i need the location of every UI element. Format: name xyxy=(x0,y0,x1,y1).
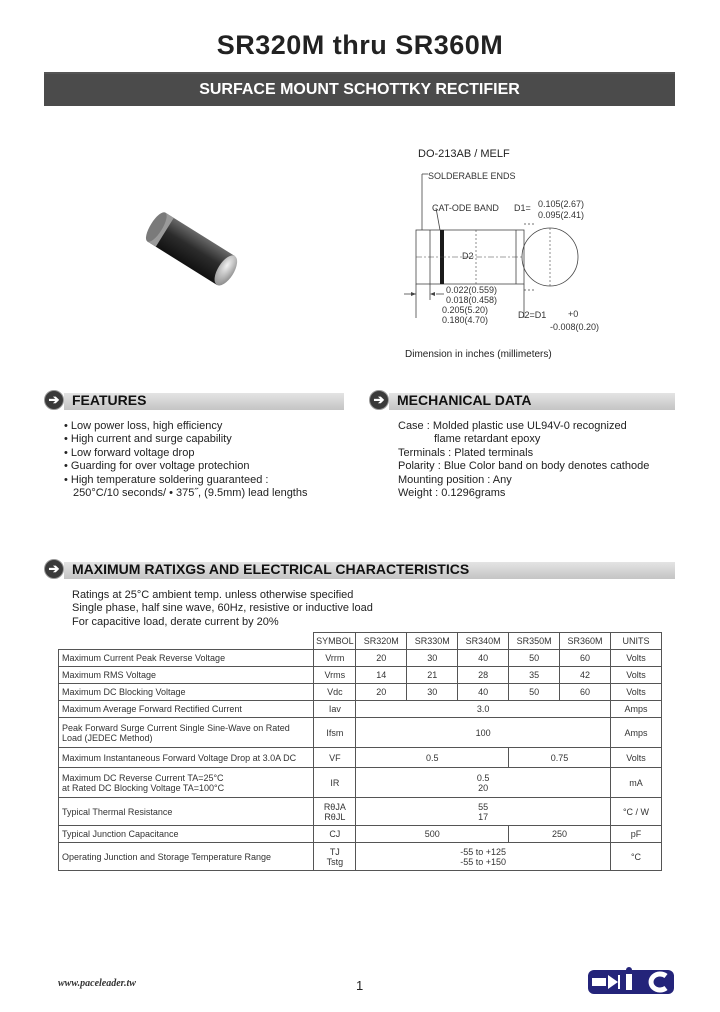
d1-min: 0.095(2.41) xyxy=(538,210,585,220)
footer-url: www.paceleader.tw xyxy=(58,978,136,989)
col-header: SR360M xyxy=(560,633,611,650)
band-width-min: 0.018(0.458) xyxy=(446,295,498,305)
tolerance-plus: +0 xyxy=(568,309,579,319)
note-line: For capacitive load, derate current by 20% xyxy=(72,615,279,628)
table-row: Maximum Instantaneous Forward Voltage Drop at 3.0A DC VF 0.5 0.75 Volts xyxy=(59,748,662,768)
list-item: Case : Molded plastic use UL94V-0 recognized xyxy=(398,420,627,432)
document-subtitle: SURFACE MOUNT SCHOTTKY RECTIFIER xyxy=(199,81,520,98)
cathode-band-label: CAT-ODE BAND xyxy=(432,203,499,213)
list-item: Mounting position : Any xyxy=(398,473,512,486)
col-header: SYMBOL xyxy=(314,633,356,650)
list-item: flame retardant epoxy xyxy=(434,433,541,446)
list-item: Weight : 0.1296grams xyxy=(398,487,506,500)
list-item: 250°C/10 seconds/ • 375˝, (9.5mm) lead lengths xyxy=(73,487,308,500)
table-header-row xyxy=(59,633,662,650)
solderable-ends-label: SOLDERABLE ENDS xyxy=(428,171,516,181)
tolerance-minus: -0.008(0.20) xyxy=(550,322,600,332)
list-item: • Low forward voltage drop xyxy=(64,446,195,459)
list-item: • High temperature soldering guaranteed : xyxy=(64,473,269,486)
features-list xyxy=(64,420,308,500)
package-outline-drawing xyxy=(396,168,606,328)
col-header: SR330M xyxy=(407,633,458,650)
arrow-right-icon: ➔ xyxy=(44,390,64,410)
note-line: Ratings at 25°C ambient temp. unless otherwise specified xyxy=(72,589,354,601)
arrow-right-icon: ➔ xyxy=(44,559,64,579)
table-row: Maximum DC Reverse Current TA=25°C at Rated DC Blocking Voltage TA=100°C IR 0.5 20 mA xyxy=(59,768,662,798)
col-header: UNITS xyxy=(611,633,662,650)
d1-max: 0.105(2.67) xyxy=(538,199,585,209)
list-item: • High current and surge capability xyxy=(64,433,232,446)
document-title: SR320M thru SR360M xyxy=(216,30,504,60)
subtitle-bar xyxy=(44,74,675,106)
table-row: Typical Junction Capacitance CJ 500 250 pF xyxy=(59,826,662,843)
list-item: • Guarding for over voltage protechion xyxy=(64,460,250,473)
mechanical-heading: ➔ MECHANICAL DATA xyxy=(369,390,675,412)
table-row: Maximum Average Forward Rectified Current Iav 3.0 Amps xyxy=(59,701,662,718)
col-header: SR350M xyxy=(509,633,560,650)
length-min: 0.180(4.70) xyxy=(442,315,489,325)
band-width-max: 0.022(0.559) xyxy=(446,285,498,295)
page-number: 1 xyxy=(356,978,364,993)
table-row: Typical Thermal Resistance RθJA RθJL 55 17 °C / W xyxy=(59,798,662,826)
dimension-note: Dimension in inches (millimeters) xyxy=(405,349,552,360)
component-photo xyxy=(140,200,250,300)
note-line: Single phase, half sine wave, 60Hz, resistive or inductive load xyxy=(72,602,373,615)
table-row: Operating Junction and Storage Temperature Range TJ Tstg -55 to +125 -55 to +150 °C xyxy=(59,843,662,871)
table-row: Maximum Current Peak Reverse Voltage Vrrm 20 30 40 50 60 Volts xyxy=(59,650,662,667)
length-max: 0.205(5.20) xyxy=(442,305,489,315)
list-item: Terminals : Plated terminals xyxy=(398,446,534,459)
table-row: Peak Forward Surge Current Single Sine-Wave on Rated Load (JEDEC Method) Ifsm 100 Amps xyxy=(59,718,662,748)
table-row: Maximum RMS Voltage Vrms 14 21 28 35 42 Volts xyxy=(59,667,662,684)
arrow-right-icon: ➔ xyxy=(369,390,389,410)
package-name: DO-213AB / MELF xyxy=(418,148,510,160)
ratings-notes xyxy=(72,589,373,629)
ratings-heading: ➔ MAXIMUM RATIXGS AND ELECTRICAL CHARACTERISTICS xyxy=(44,559,675,581)
d2-label: D2 xyxy=(462,251,474,261)
table-row: Maximum DC Blocking Voltage Vdc 20 30 40 50 60 Volts xyxy=(59,684,662,701)
list-item: Polarity : Blue Color band on body denotes cathode xyxy=(398,460,650,473)
characteristics-table xyxy=(58,632,662,871)
pic-logo xyxy=(588,966,674,996)
col-header: SR320M xyxy=(356,633,407,650)
d1-label: D1= xyxy=(514,203,531,213)
d2-equals-d1: D2=D1 xyxy=(518,310,547,320)
features-heading: ➔ FEATURES xyxy=(44,390,344,412)
mechanical-list xyxy=(398,420,649,500)
list-item: • Low power loss, high efficiency xyxy=(64,420,223,432)
col-header: SR340M xyxy=(458,633,509,650)
